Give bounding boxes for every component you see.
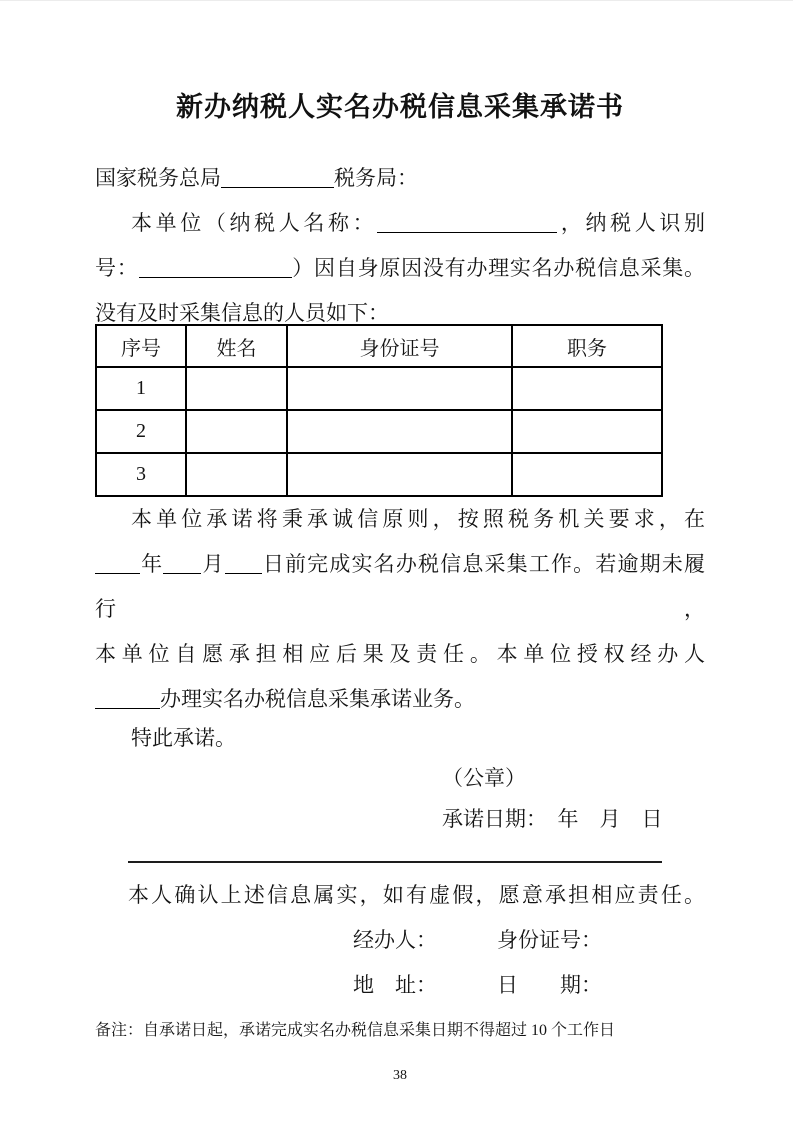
table-cell-id-number	[287, 453, 512, 496]
commitment-line-3: 本单位自愿承担相应后果及责任。本单位授权经办人	[95, 642, 705, 666]
address-label: 地 址：	[353, 973, 437, 997]
table-cell-name	[186, 410, 287, 453]
taxpayer-name-blank-field	[377, 216, 557, 233]
table-row	[96, 410, 662, 453]
table-cell-position	[512, 410, 662, 453]
document-content	[0, 89, 793, 1084]
id-number-label: 身份证号：	[497, 928, 602, 952]
year-blank-field	[95, 557, 140, 574]
agent-name-blank-field	[95, 692, 160, 709]
intro-line-3: 没有及时采集信息的人员如下：	[95, 301, 389, 325]
page-number: 38	[393, 1068, 407, 1083]
intro-line2-pre-text: 号：	[95, 256, 139, 280]
addressee-post-text: 税务局：	[334, 166, 418, 190]
signature-row-1	[95, 918, 705, 963]
table-header-name: 姓名	[186, 325, 287, 367]
day-blank-field	[225, 557, 262, 574]
table-header-id-number: 身份证号	[287, 325, 512, 367]
month-label-text: 月	[201, 552, 225, 576]
table-row	[96, 453, 662, 496]
table-cell-index: 2	[96, 410, 186, 453]
intro-line1-pre-text: 本单位（纳税人名称：	[131, 211, 378, 235]
table-cell-name	[186, 367, 287, 410]
table-cell-name	[186, 453, 287, 496]
divider-rule	[128, 861, 662, 863]
day-label-text: 日前完成实名办税信息采集工作。若逾期未履行，	[95, 552, 706, 621]
intro-line1-post-text: ，纳税人识别	[557, 211, 705, 235]
commitment-line-4	[95, 677, 705, 722]
table-cell-id-number	[287, 367, 512, 410]
table-cell-position	[512, 453, 662, 496]
table-row	[96, 367, 662, 410]
footnote: 备注：自承诺日起，承诺完成实名办税信息采集日期不得超过 10 个工作日	[95, 1022, 616, 1039]
intro-line-1	[95, 201, 705, 246]
taxpayer-id-blank-field	[139, 261, 292, 278]
intro-line-2	[95, 246, 705, 291]
confirmation-statement: 本人确认上述信息属实，如有虚假，愿意承担相应责任。	[128, 883, 705, 907]
commitment-line-1: 本单位承诺将秉承诚信原则，按照税务机关要求，在	[131, 507, 705, 531]
tax-bureau-blank-field	[221, 171, 334, 188]
year-label-text: 年	[140, 552, 164, 576]
commitment-date-line: 承诺日期： 年 月 日	[442, 807, 663, 831]
commitment-line-2	[95, 542, 705, 632]
table-header-index: 序号	[96, 325, 186, 367]
agent-label: 经办人：	[353, 928, 437, 952]
month-blank-field	[163, 557, 201, 574]
table-cell-position	[512, 367, 662, 410]
signature-row-2	[95, 963, 705, 1008]
table-cell-index: 3	[96, 453, 186, 496]
commitment-line4-text: 办理实名办税信息采集承诺业务。	[160, 687, 475, 711]
date-label: 日 期：	[497, 973, 602, 997]
addressee-line	[95, 156, 705, 201]
intro-line2-post-text: ）因自身原因没有办理实名办税信息采集。	[291, 256, 706, 280]
table-header-position: 职务	[512, 325, 662, 367]
table-cell-id-number	[287, 410, 512, 453]
document-title: 新办纳税人实名办税信息采集承诺书	[176, 92, 624, 122]
personnel-table	[95, 324, 663, 497]
addressee-pre-text: 国家税务总局	[95, 166, 221, 190]
table-cell-index: 1	[96, 367, 186, 410]
closing-statement: 特此承诺。	[131, 726, 236, 750]
seal-note: （公章）	[442, 766, 526, 790]
